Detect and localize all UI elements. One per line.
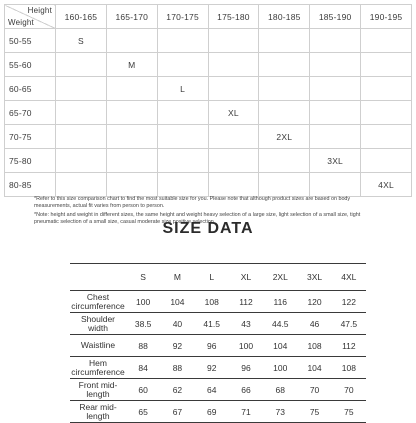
measurement-value: 75	[297, 401, 331, 423]
size-cell	[361, 77, 412, 101]
size-cell	[208, 125, 259, 149]
size-cell	[157, 53, 208, 77]
weight-row	[5, 29, 412, 53]
measurement-value: 60	[126, 379, 160, 401]
height-weight-chart	[4, 4, 412, 197]
size-cell	[106, 125, 157, 149]
weight-row-header: 75-80	[5, 149, 56, 173]
size-cell	[56, 53, 107, 77]
measurement-value: 92	[160, 335, 194, 357]
size-column-header: M	[160, 264, 194, 291]
measurement-value: 96	[229, 357, 263, 379]
height-column-header: 180-185	[259, 5, 310, 29]
size-cell	[106, 149, 157, 173]
size-column-header: S	[126, 264, 160, 291]
size-cell	[361, 29, 412, 53]
measurement-value: 108	[297, 335, 331, 357]
size-cell: M	[106, 53, 157, 77]
size-cell	[106, 77, 157, 101]
size-cell	[56, 149, 107, 173]
measurement-value: 38.5	[126, 313, 160, 335]
weight-row-header: 70-75	[5, 125, 56, 149]
measurement-value: 88	[126, 335, 160, 357]
measurement-value: 66	[229, 379, 263, 401]
measurement-row	[70, 313, 366, 335]
size-cell	[259, 77, 310, 101]
size-cell	[259, 101, 310, 125]
size-cell	[56, 125, 107, 149]
weight-row	[5, 149, 412, 173]
size-cell: 3XL	[310, 149, 361, 173]
size-column-header: 2XL	[263, 264, 297, 291]
measurement-value: 84	[126, 357, 160, 379]
measurement-row	[70, 357, 366, 379]
measurement-value: 104	[297, 357, 331, 379]
size-cell	[157, 149, 208, 173]
weight-row-header: 65-70	[5, 101, 56, 125]
size-cell	[361, 101, 412, 125]
size-cell	[208, 53, 259, 77]
note-2: *Note: height and weight in different sizes, the same height and weight heavy selection of a large size, light selection of a small size, tight pneumatic selection of a small size, casual moderate size positive selection.	[34, 212, 361, 225]
size-cell	[310, 77, 361, 101]
empty-header-cell	[70, 264, 126, 291]
size-cell	[56, 101, 107, 125]
size-column-header: 4XL	[332, 264, 366, 291]
height-header-row	[5, 5, 412, 29]
measurement-label: Shoulder width	[70, 313, 126, 335]
measurement-value: 108	[195, 291, 229, 313]
size-cell	[56, 77, 107, 101]
size-cell	[310, 173, 361, 197]
size-cell	[106, 101, 157, 125]
height-column-header: 165-170	[106, 5, 157, 29]
size-data-title: SIZE DATA	[162, 220, 254, 237]
size-cell	[157, 125, 208, 149]
measurement-value: 100	[229, 335, 263, 357]
size-cell	[310, 101, 361, 125]
size-cell	[208, 173, 259, 197]
measurement-value: 62	[160, 379, 194, 401]
height-column-header: 160-165	[56, 5, 107, 29]
measurement-label: Chest circumference	[71, 292, 125, 311]
size-cell: 2XL	[259, 125, 310, 149]
size-cell	[157, 173, 208, 197]
size-cell	[157, 101, 208, 125]
size-data-table	[70, 263, 366, 423]
size-cell: XL	[208, 101, 259, 125]
measurement-label: Front mid-length	[70, 379, 126, 401]
measurement-row	[70, 335, 366, 357]
measurement-label: Hem circumference	[71, 358, 125, 377]
weight-row-header: 80-85	[5, 173, 56, 197]
size-cell: S	[56, 29, 107, 53]
weight-row	[5, 173, 412, 197]
measurement-value: 88	[160, 357, 194, 379]
height-column-header: 185-190	[310, 5, 361, 29]
measurement-value: 104	[263, 335, 297, 357]
measurement-label: Rear mid-length	[70, 401, 126, 423]
measurement-value: 65	[126, 401, 160, 423]
measurement-value: 64	[195, 379, 229, 401]
weight-row-header: 55-60	[5, 53, 56, 77]
corner-weight-label: Weight	[8, 18, 34, 27]
size-cell: 4XL	[361, 173, 412, 197]
size-cell	[259, 53, 310, 77]
weight-row	[5, 101, 412, 125]
measurement-value: 120	[297, 291, 331, 313]
corner-height-label: Height	[27, 6, 52, 15]
height-column-header: 190-195	[361, 5, 412, 29]
measurement-value: 70	[332, 379, 366, 401]
measurement-value: 100	[126, 291, 160, 313]
size-cell	[259, 149, 310, 173]
note-1: *Refer to this size comparison chart to find the most suitable size for you. Please note that although product sizes are based on body measurements, actual fit varies from person to person.	[34, 196, 351, 209]
size-cell	[361, 149, 412, 173]
size-cell	[310, 29, 361, 53]
size-cell	[259, 173, 310, 197]
measurement-value: 112	[332, 335, 366, 357]
size-cell	[310, 53, 361, 77]
measurement-label: Waistline	[70, 335, 126, 357]
size-cell	[208, 29, 259, 53]
size-cell	[208, 77, 259, 101]
measurement-value: 73	[263, 401, 297, 423]
size-cell	[259, 29, 310, 53]
size-cell	[56, 173, 107, 197]
size-column-header: 3XL	[297, 264, 331, 291]
measurement-value: 67	[160, 401, 194, 423]
weight-row-header: 50-55	[5, 29, 56, 53]
measurement-value: 116	[263, 291, 297, 313]
measurement-value: 96	[195, 335, 229, 357]
measurement-value: 68	[263, 379, 297, 401]
measurement-value: 108	[332, 357, 366, 379]
measurement-value: 69	[195, 401, 229, 423]
height-column-header: 170-175	[157, 5, 208, 29]
weight-row	[5, 53, 412, 77]
measurement-value: 40	[160, 313, 194, 335]
height-column-header: 175-180	[208, 5, 259, 29]
size-cell	[361, 125, 412, 149]
measurement-row	[70, 379, 366, 401]
measurement-value: 100	[263, 357, 297, 379]
measurement-value: 92	[195, 357, 229, 379]
size-cell: L	[157, 77, 208, 101]
measurement-value: 75	[332, 401, 366, 423]
measurement-row	[70, 291, 366, 313]
weight-row-header: 60-65	[5, 77, 56, 101]
measurement-value: 104	[160, 291, 194, 313]
weight-row	[5, 125, 412, 149]
size-cell	[361, 53, 412, 77]
size-cell	[106, 173, 157, 197]
measurement-value: 71	[229, 401, 263, 423]
measurement-value: 47.5	[332, 313, 366, 335]
size-cell	[310, 125, 361, 149]
size-column-header: XL	[229, 264, 263, 291]
measurement-value: 122	[332, 291, 366, 313]
measurement-value: 43	[229, 313, 263, 335]
measurement-row	[70, 401, 366, 423]
size-cell	[157, 29, 208, 53]
measurement-value: 70	[297, 379, 331, 401]
weight-row	[5, 77, 412, 101]
measurement-value: 44.5	[263, 313, 297, 335]
size-cell	[208, 149, 259, 173]
measurement-value: 46	[297, 313, 331, 335]
size-cell	[106, 29, 157, 53]
measurement-value: 112	[229, 291, 263, 313]
size-header-row	[70, 264, 366, 291]
corner-cell	[5, 5, 56, 29]
size-column-header: L	[195, 264, 229, 291]
measurement-value: 41.5	[195, 313, 229, 335]
